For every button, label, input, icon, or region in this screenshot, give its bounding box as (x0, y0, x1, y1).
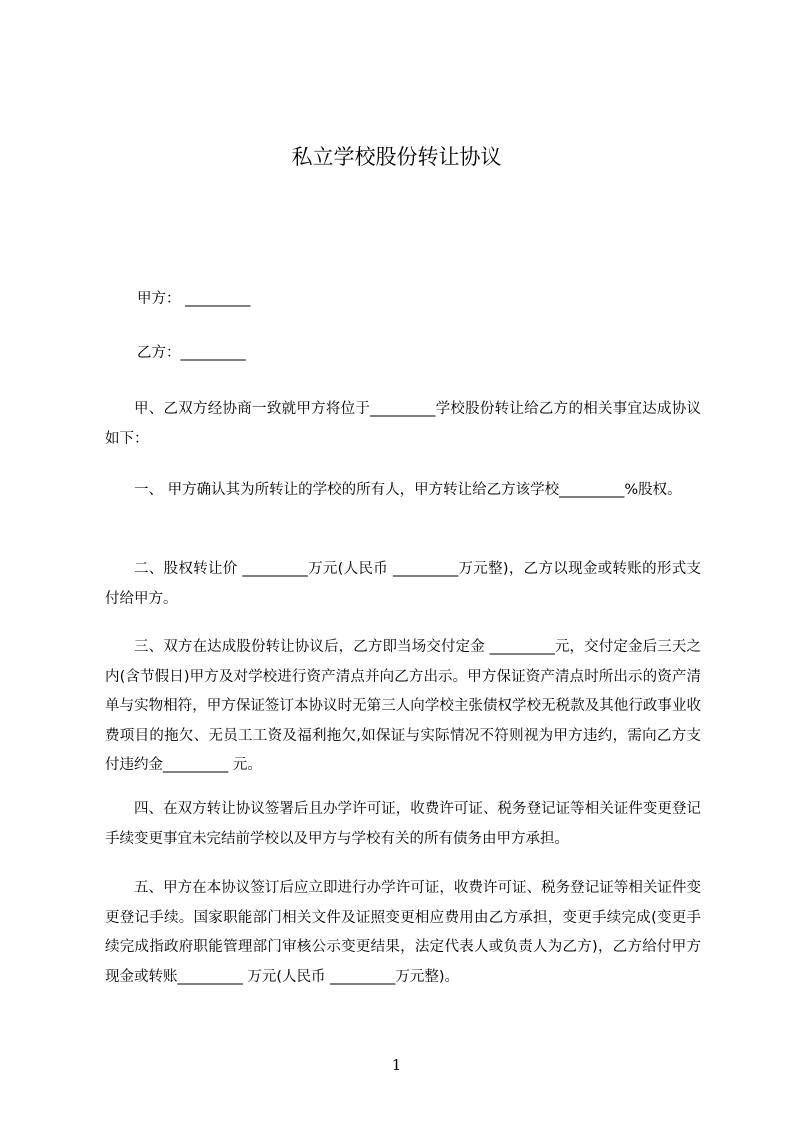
page-number: 1 (391, 1056, 402, 1074)
clause-3: 三、双方在达成股份转让协议后，乙方即当场交付定金 _________元，交付定金后三天之内(含节假日)甲方及对学校进行资产清点并向乙方出示。甲方保证资产清点时所出示的资产清单与实物相符，甲方保证签订本协议时无第三人向学校主张债权学校无税款及其他行政事业收费项目的拖欠、无员工工资及福利拖欠,如保证与实际情况不符则视为甲方违约，需向乙方支付违约金_________ 元。 (105, 639, 701, 774)
clause-4: 四、在双方转让协议签署后且办学许可证，收费许可证、税务登记证等相关证件变更登记手续变更事宜未完结前学校以及甲方与学校有关的所有债务由甲方承担。 (105, 801, 701, 847)
document-title: 私立学校股份转让协议 (291, 145, 502, 169)
party-b-line: 乙方：_________ (137, 345, 246, 361)
clause-5: 五、甲方在本协议签订后应立即进行办学许可证，收费许可证、税务登记证等相关证件变更登记手续。国家职能部门相关文件及证照变更相应费用由乙方承担，变更手续完成(变更手续完成指政府职能管理部门审核公示变更结果，法定代表人或负责人为乙方)，乙方给付甲方现金或转账_________ 万元(人民币 _________万元整)。 (105, 880, 701, 985)
clause-2: 二、股权转让价 _________万元(人民币 _________万元整)，乙方以现金或转账的形式支付给甲方。 (105, 561, 701, 607)
clause-1: 一、 甲方确认其为所转让的学校的所有人，甲方转让给乙方该学校_________%股权。 (134, 482, 682, 498)
intro-paragraph: 甲、乙双方经协商一致就甲方将位于_________学校股份转让给乙方的相关事宜达成协议如下： (105, 401, 701, 447)
party-a-line: 甲方： _________ (137, 291, 251, 307)
